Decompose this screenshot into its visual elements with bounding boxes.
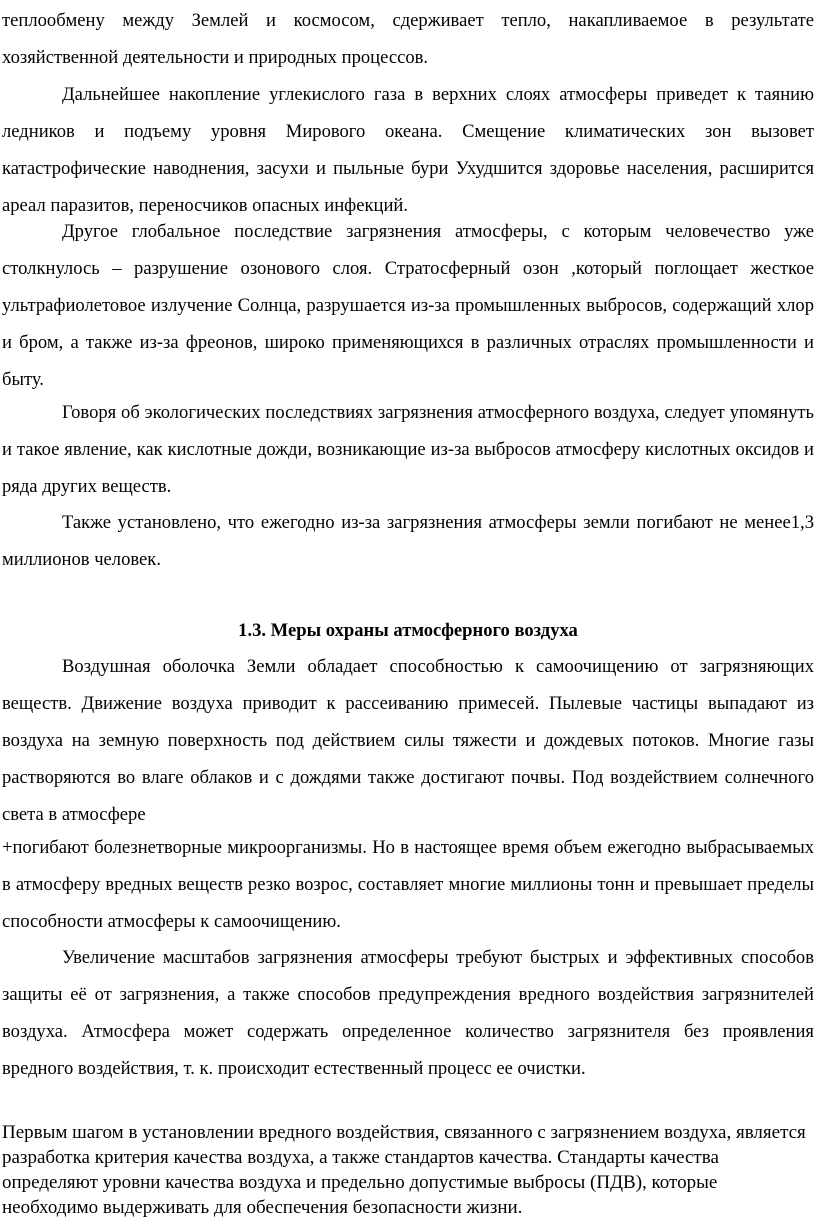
paragraph-5: Также установлено, что ежегодно из-за загрязнения атмосферы земли погибают не менее1,3 миллионов человек. (2, 512, 814, 570)
paragraph-9: Первым шагом в установлении вредного воздействия, связанного с загрязнением воздуха, является разработка критерия качества воздуха, а также стандартов качества. Стандарты качества определяют уровни качества воздуха и предельно допустимые выбросы (ПДВ), которые необходимо выдерживать для обеспечения безопасности жизни. (2, 1122, 806, 1218)
paragraph-6: Воздушная оболочка Земли обладает способностью к самоочищению от загрязняющих веществ. Движение воздуха приводит к рассеиванию примесей. Пылевые частицы выпадают из воздуха на земную поверхность под действием силы тяжести и дождевых потоков. Многие газы растворяются во влаге облаков и с дождями также достигают почвы. Под воздействием солнечного света в атмосфере (2, 656, 814, 825)
paragraph-2: Дальнейшее накопление углекислого газа в верхних слоях атмосферы приведет к таянию ледников и подъему уровня Мирового океана. Смещение климатических зон вызовет катастрофические наводнения, засухи и пыльные бури Ухудшится здоровье населения, расширится ареал паразитов, переносчиков опасных инфекций. (2, 84, 814, 216)
section-heading: 1.3. Меры охраны атмосферного воздуха (238, 620, 578, 641)
paragraph-3: Другое глобальное последствие загрязнения атмосферы, с которым человечество уже столкнулось – разрушение озонового слоя. Стратосферный озон ,который поглощает жесткое ультрафиолетовое излучение Солнца, разрушается из-за промышленных выбросов, содержащий хлор и бром, а также из-за фреонов, широко применяющихся в различных отраслях промышленности и быту. (2, 221, 814, 390)
paragraph-7: +погибают болезнетворные микроорганизмы. Но в настоящее время объем ежегодно выбрасываемых в атмосферу вредных веществ резко возрос, составляет многие миллионы тонн и превышает пределы способности атмосферы к самоочищению. (2, 837, 814, 932)
paragraph-4: Говоря об экологических последствиях загрязнения атмосферного воздуха, следует упомянуть и такое явление, как кислотные дожди, возникающие из-за выбросов атмосферу кислотных оксидов и ряда других веществ. (2, 402, 814, 497)
paragraph-1: теплообмену между Землей и космосом, сдерживает тепло, накапливаемое в результате хозяйственной деятельности и природных процессов. (2, 10, 814, 68)
paragraph-8: Увеличение масштабов загрязнения атмосферы требуют быстрых и эффективных способов защиты её от загрязнения, а также способов предупреждения вредного воздействия загрязнителей воздуха. Атмосфера может содержать определенное количество загрязнителя без проявления вредного воздействия, т. к. происходит естественный процесс ее очистки. (2, 947, 814, 1079)
